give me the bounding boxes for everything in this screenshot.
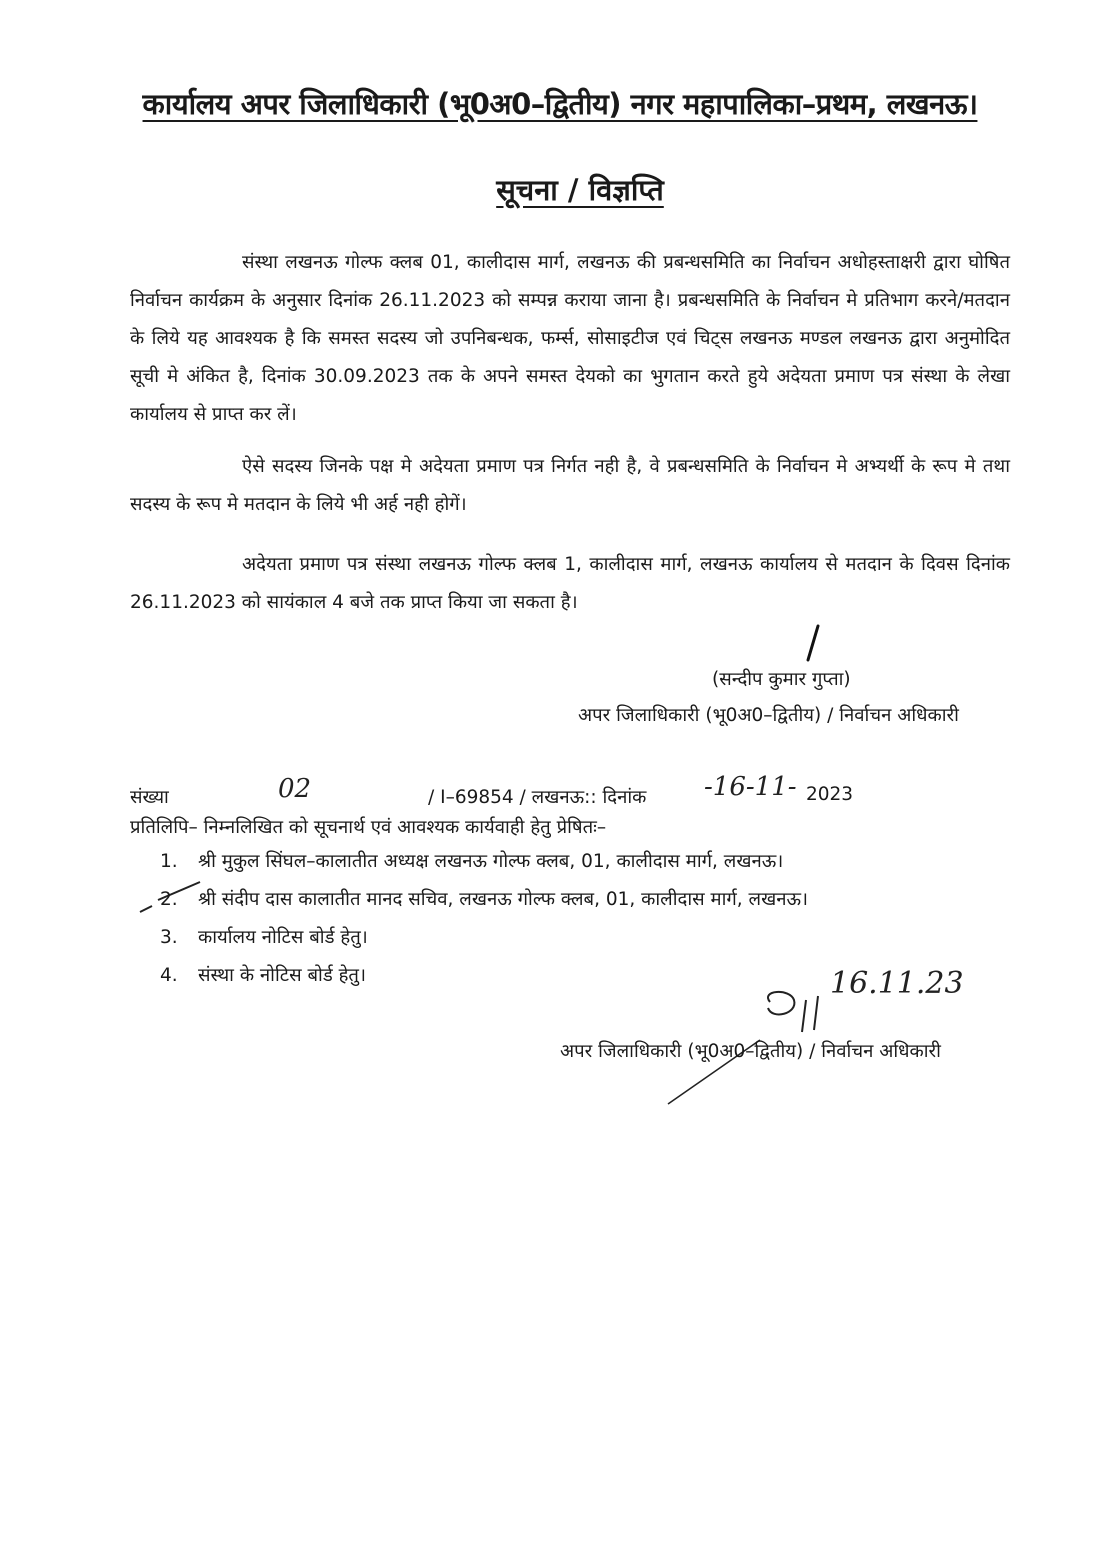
reference-line [130,772,890,810]
list-item [160,924,808,962]
signatory-designation: अपर जिलाधिकारी (भू0अ0–द्वितीय) / निर्वाचन अधिकारी [578,705,959,726]
list-item [160,962,808,1000]
notice-title: सूचना / विज्ञप्ति [496,173,664,207]
list-item-number: 3. [160,927,178,948]
paragraph-2: ऐसे सदस्य जिनके पक्ष मे अदेयता प्रमाण पत्र निर्गत नही है, वे प्रबन्धसमिति के निर्वाचन मे अभ्यर्थी के रूप मे तथा सदस्य के रूप मे मतदान के लिये भी अर्ह नही होगें। [130,456,1010,515]
signatory-name: (सन्दीप कुमार गुप्ता) [712,669,851,690]
list-item [160,886,808,924]
paragraph-3: अदेयता प्रमाण पत्र संस्था लखनऊ गोल्फ क्लब 1, कालीदास मार्ग, लखनऊ कार्यालय से मतदान के दिवस दिनांक 26.11.2023 को सायंकाल 4 बजे तक प्राप्त किया जा सकता है। [130,554,1010,613]
list-item-text: संस्था के नोटिस बोर्ड हेतु। [198,965,366,986]
reference-label: संख्या [130,787,169,808]
list-item-text: कार्यालय नोटिस बोर्ड हेतु। [198,927,368,948]
list-item-text: श्री संदीप दास कालातीत मानद सचिव, लखनऊ गोल्फ क्लब, 01, कालीदास मार्ग, लखनऊ। [198,889,809,910]
handwritten-date: 16.11.23 [830,966,964,1001]
list-item-number: 1. [160,851,178,872]
list-item-text: श्री मुकुल सिंघल–कालातीत अध्यक्ष लखनऊ गोल्फ क्लब, 01, कालीदास मार्ग, लखनऊ। [198,851,784,872]
reference-number-handwritten: 02 [278,774,312,804]
copy-heading: प्रतिलिपि– निम्नलिखित को सूचनार्थ एवं आवश्यक कार्यवाही हेतु प्रेषितः– [130,817,607,838]
list-item-number: 4. [160,965,178,986]
list-item-number: 2. [160,889,178,910]
reference-code: / I–69854 / लखनऊ:: दिनांक [428,787,647,808]
footer-designation: अपर जिलाधिकारी (भू0अ0–द्वितीय) / निर्वाचन अधिकारी [560,1041,941,1062]
paragraph-1: संस्था लखनऊ गोल्फ क्लब 01, कालीदास मार्ग, लखनऊ की प्रबन्धसमिति का निर्वाचन अधोहस्ताक्षरी द्वारा घोषित निर्वाचन कार्यक्रम के अनुसार दिनांक 26.11.2023 को सम्पन्न कराया जाना है। प्रबन्धसमिति के निर्वाचन मे प्रतिभाग करने/मतदान के लिये यह आवश्यक है कि समस्त सदस्य जो उपनिबन्धक, फर्म्स, सोसाइटीज एवं चिट्स लखनऊ मण्डल लखनऊ द्वारा अनुमोदित सूची मे अंकित है, दिनांक 30.09.2023 तक के अपने समस्त देयको का भुगतान करते हुये अदेयता प्रमाण पत्र संस्था के लेखा कार्यालय से प्राप्त कर लें। [130,252,1010,425]
list-item [160,848,808,886]
copy-list [160,848,808,1000]
reference-year: 2023 [806,784,854,805]
reference-date-handwritten: -16-11- [704,772,797,802]
office-heading: कार्यालय अपर जिलाधिकारी (भू0अ0–द्वितीय) नगर महापालिका–प्रथम, लखनऊ। [142,87,978,121]
